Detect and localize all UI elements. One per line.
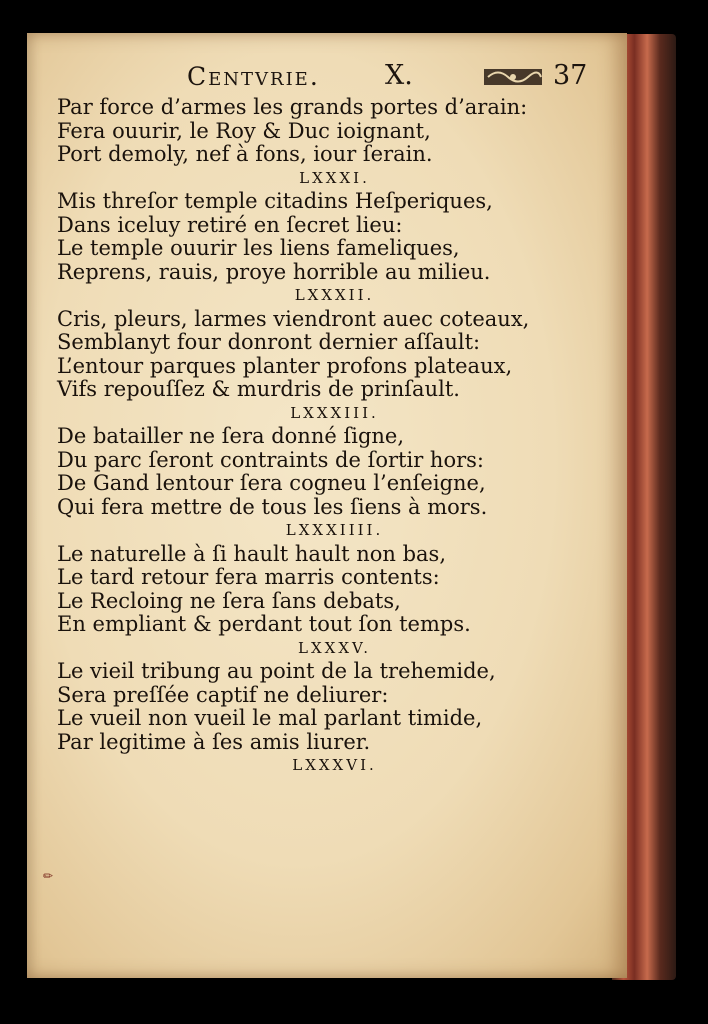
verse-line: Port demoly, nef à fons, iour ſerain. [57, 142, 433, 166]
verse-line: De Gand lentour ſera cogneu l’enſeigne, [57, 471, 486, 495]
verse-line: Le temple ouurir les liens fameliques, [57, 236, 460, 260]
quatrain-numeral: LXXXV. [298, 638, 371, 657]
verse-line: Le naturelle à ſi hault hault non bas, [57, 541, 447, 566]
verse-line: Le vueil non vueil le mal parlant timide, [57, 706, 483, 730]
verse-line: En empliant & perdant tout ſon temps. [57, 612, 471, 636]
verse-line: Dans iceluy retiré en ſecret lieu: [57, 212, 403, 237]
page-number: 37 [553, 60, 588, 91]
verse-line: Le vieil tribung au point de la trehemide, [57, 659, 496, 683]
volume-number: X. [385, 60, 413, 91]
page-header [187, 62, 597, 98]
ornament-icon [483, 66, 543, 88]
quatrain-numeral: LXXXIIII. [285, 521, 384, 539]
quatrain-numeral: LXXXVI. [292, 756, 377, 774]
verse-line: Le tard retour fera marris contents: [57, 565, 440, 589]
verse-line: Du parc ſeront contraints de ſortir hors: [57, 447, 484, 472]
verse-line: Par force d’armes les grands portes d’arain: [57, 95, 528, 119]
verse-line: Sera preſſée captif ne deliurer: [57, 682, 389, 707]
verse-line: L’entour parques planter profons plateaux, [57, 353, 513, 378]
marginal-pointer-mark: ✏ [43, 869, 54, 883]
verse-line: Fera ouurir, le Roy & Duc ioignant, [57, 118, 431, 143]
verse-line: Cris, pleurs, larmes viendront auec coteaux, [57, 306, 530, 331]
verse-body [57, 96, 612, 778]
quatrain-numeral: LXXXIII. [290, 403, 379, 422]
verse-line: Par legitime à ſes amis liurer. [57, 729, 371, 754]
verse-line: Le Recloing ne ſera ſans debats, [57, 588, 401, 613]
verse-line: Reprens, rauis, proye horrible au milieu. [57, 259, 491, 284]
quatrain-numeral: LXXXII. [294, 286, 375, 304]
verse-line: Semblanyt four donront dernier aſſault: [57, 330, 481, 354]
running-title: Centvrie. [187, 62, 320, 91]
quatrain-numeral: LXXXI. [299, 168, 370, 187]
verse-line: De batailler ne ſera donné ſigne, [57, 424, 405, 448]
verse-line: Mis threſor temple citadins Heſperiques, [57, 189, 493, 213]
verse-line: Qui fera mettre de tous les ſiens à mors. [57, 494, 488, 519]
verse-line: Vifs repouſſez & murdris de prinſault. [57, 377, 460, 401]
